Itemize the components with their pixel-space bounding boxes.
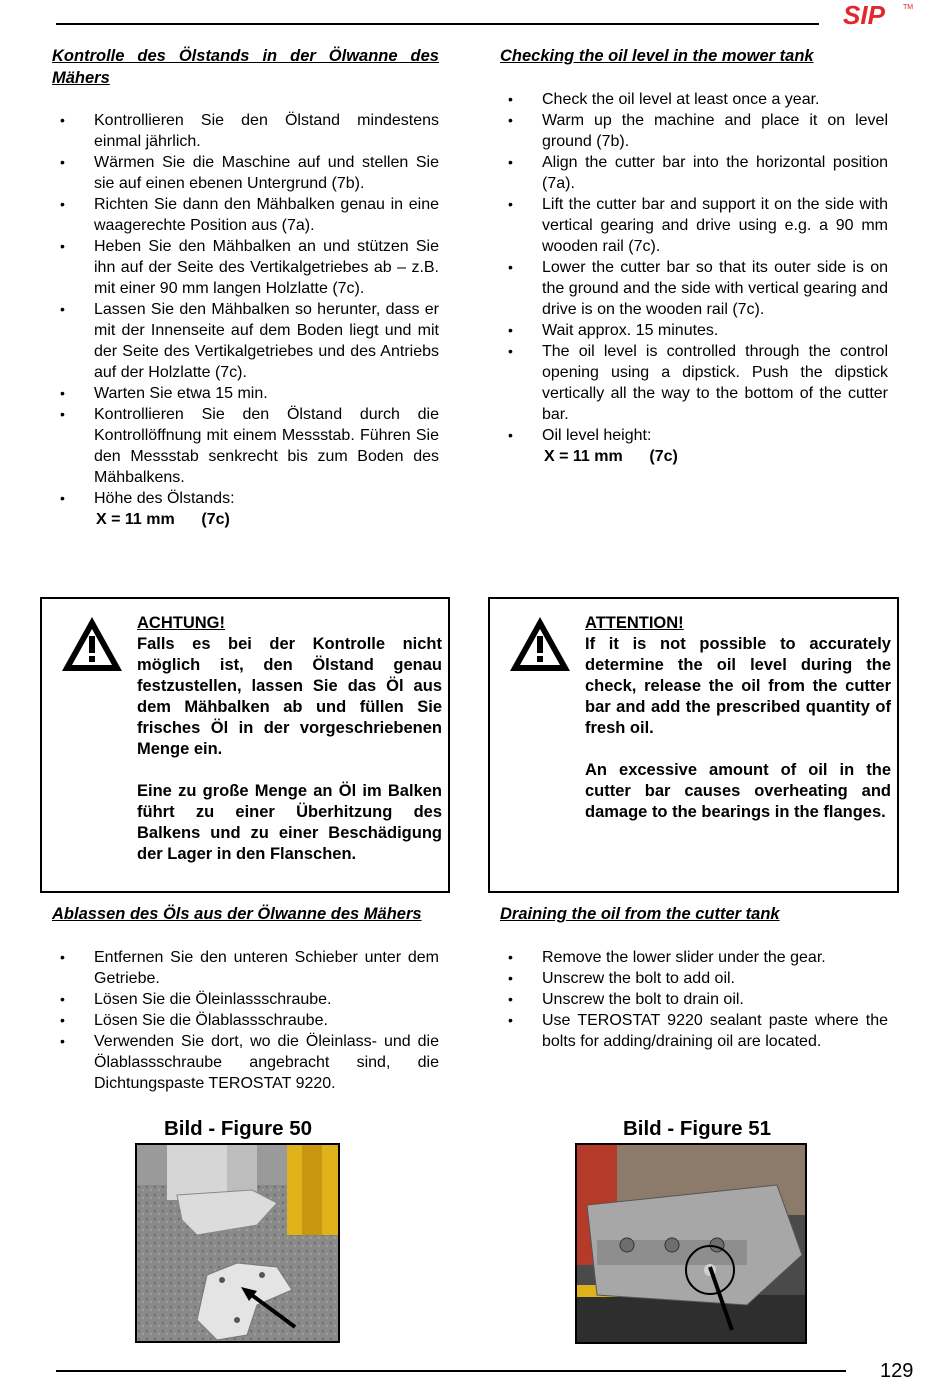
list-item: • Lift the cutter bar and support it on the side with vertical gearing and drive using e.g. a 90 mm wooden rail (7c). — [500, 194, 888, 257]
list-item: • Verwenden Sie dort, wo die Öleinlass- und die Ölablassschraube angebracht sind, die Dichtungspaste TEROSTAT 9220. — [52, 1031, 439, 1094]
right-draining-list — [500, 947, 888, 1052]
warning-paragraph-2: An excessive amount of oil in the cutter bar causes overheating and damage to the bearings in the flanges. — [585, 761, 891, 821]
header-rule — [56, 23, 819, 25]
left-warning-box — [40, 597, 450, 893]
list-item: • Unscrew the bolt to add oil. — [500, 968, 888, 989]
right-warning-text — [585, 613, 891, 823]
warning-triangle-icon — [508, 615, 572, 673]
list-item: • Warten Sie etwa 15 min. — [52, 383, 439, 404]
figure-51-caption: Bild - Figure 51 — [622, 1117, 772, 1140]
oil-level-label: • Oil level height: — [542, 426, 652, 444]
list-item: • Entfernen Sie den unteren Schieber unter dem Getriebe. — [52, 947, 439, 989]
left-draining-list — [52, 947, 439, 1094]
right-oil-check-section — [500, 46, 888, 467]
right-oil-check-heading: Checking the oil level in the mower tank — [500, 47, 814, 65]
list-item: • Lösen Sie die Öleinlassschraube. — [52, 989, 439, 1010]
right-oil-check-list — [500, 89, 888, 467]
list-item: • Warm up the machine and place it on level ground (7b). — [500, 110, 888, 152]
figure-50-photo — [135, 1143, 340, 1343]
list-item: • The oil level is controlled through the control opening using a dipstick. Push the dipstick vertically all the way to the bottom of the cutter bar. — [500, 341, 888, 425]
warning-title: ACHTUNG! — [137, 614, 225, 632]
right-draining-heading: Draining the oil from the cutter tank — [500, 905, 780, 923]
left-oil-check-section — [52, 46, 439, 530]
list-item: • Richten Sie dann den Mähbalken genau in eine waagerechte Position aus (7a). — [52, 194, 439, 236]
logo-tm: TM — [903, 4, 913, 11]
list-item — [500, 425, 888, 467]
warning-paragraph-1: Falls es bei der Kontrolle nicht möglich ist, den Ölstand genau festzustellen, lassen Sie das Öl aus dem Mähbalken ab und füllen Sie frisches Öl in der vorgeschriebenen Menge ein. — [137, 635, 442, 758]
footer-rule — [56, 1370, 846, 1372]
left-oil-check-list — [52, 110, 439, 530]
left-warning-text — [137, 613, 442, 865]
list-item: • Heben Sie den Mähbalken an und stützen Sie ihn auf der Seite des Vertikalgetriebes ab – z.B. mit einer 90 mm langen Holzlatte (7c). — [52, 236, 439, 299]
warning-triangle-icon — [60, 615, 124, 673]
logo-text: SIP — [843, 0, 885, 28]
warning-paragraph-2: Eine zu große Menge an Öl im Balken führt zu einer Überhitzung des Balkens und zu einer Beschädigung der Lager in den Flanschen. — [137, 782, 442, 863]
left-draining-heading: Ablassen des Öls aus der Ölwanne des Mähers — [52, 905, 422, 923]
list-item: • Kontrollieren Sie den Ölstand durch die Kontrollöffnung mit einem Messstab. Führen Sie den Messstab senkrecht bis zum Boden des Mähbalkens. — [52, 404, 439, 488]
warning-title: ATTENTION! — [585, 614, 684, 632]
oil-level-label: • Höhe des Ölstands: — [94, 490, 235, 507]
oil-level-formula: X = 11 mm (7c) — [544, 447, 678, 465]
list-item: • Remove the lower slider under the gear. — [500, 947, 888, 968]
right-warning-box — [488, 597, 899, 893]
oil-level-formula: X = 11 mm (7c) — [96, 511, 230, 528]
list-item: • Lassen Sie den Mähbalken so herunter, dass er mit der Innenseite auf dem Boden liegt und mit der Seite des Vertikalgetriebes und des Antriebs auf der Holzlatte (7c). — [52, 299, 439, 383]
list-item: • Wait approx. 15 minutes. — [500, 320, 888, 341]
figure-50-caption: Bild - Figure 50 — [163, 1117, 313, 1140]
list-item: • Wärmen Sie die Maschine auf und stellen Sie sie auf einen ebenen Untergrund (7b). — [52, 152, 439, 194]
left-draining-section — [52, 904, 439, 1094]
figure-51-photo — [575, 1143, 807, 1344]
right-draining-section — [500, 904, 888, 1052]
list-item: • Lösen Sie die Ölablassschraube. — [52, 1010, 439, 1031]
page-number: 129 — [880, 1360, 914, 1382]
warning-paragraph-1: If it is not possible to accurately determine the oil level during the check, release the oil from the cutter bar and add the prescribed quantity of fresh oil. — [585, 635, 891, 737]
left-oil-check-heading: Kontrolle des Ölstands in der Ölwanne des Mähers — [52, 47, 439, 87]
sip-logo — [843, 0, 913, 28]
list-item: • Kontrollieren Sie den Ölstand mindestens einmal jährlich. — [52, 110, 439, 152]
list-item: • Lower the cutter bar so that its outer side is on the ground and the side with vertical gearing and drive is on the wooden rail (7c). — [500, 257, 888, 320]
list-item: • Check the oil level at least once a year. — [500, 89, 888, 110]
list-item: • Use TEROSTAT 9220 sealant paste where the bolts for adding/draining oil are located. — [500, 1010, 888, 1052]
list-item — [52, 488, 439, 530]
list-item: • Align the cutter bar into the horizontal position (7a). — [500, 152, 888, 194]
list-item: • Unscrew the bolt to drain oil. — [500, 989, 888, 1010]
